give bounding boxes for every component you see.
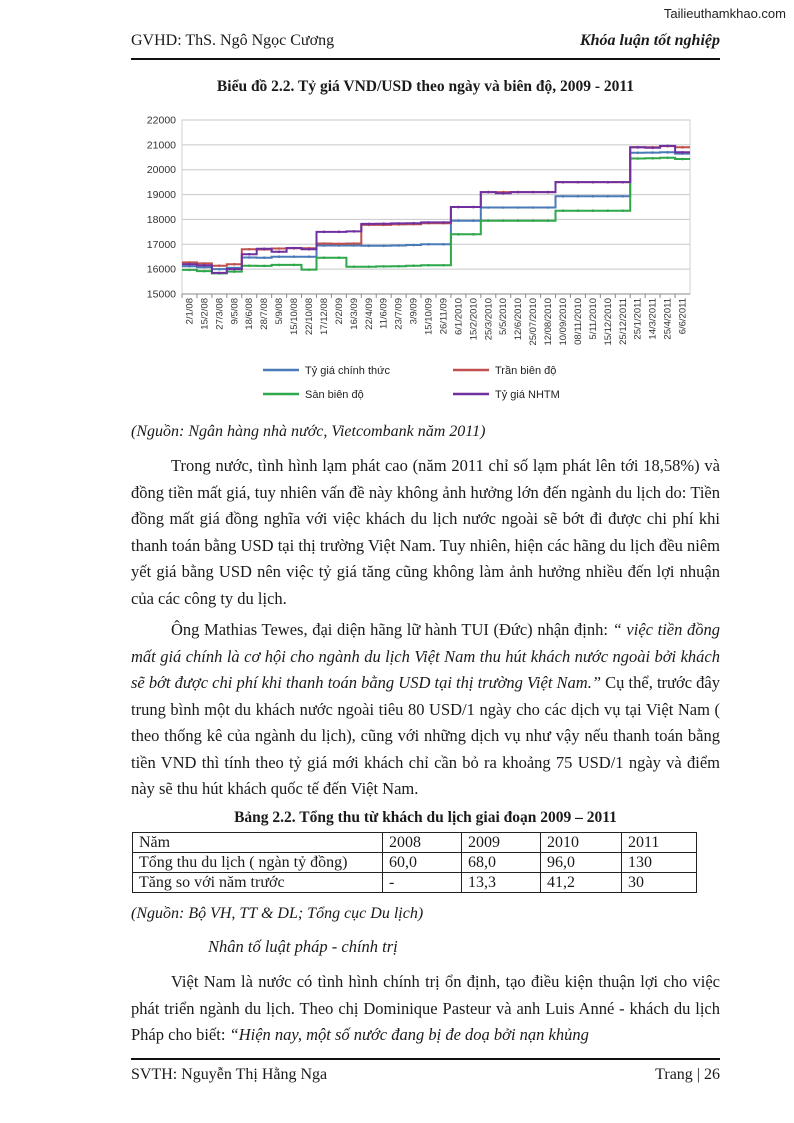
table-cell: 2009 xyxy=(462,833,541,853)
data-point xyxy=(517,219,520,222)
table-cell: 13,3 xyxy=(462,873,541,893)
series-line-3 xyxy=(182,158,690,274)
data-point xyxy=(427,243,430,246)
table-title: Bảng 2.2. Tổng thu từ khách du lịch giai đoạn 2009 – 2011 xyxy=(234,809,617,826)
footer-page-number: Trang | 26 xyxy=(655,1066,720,1083)
data-point xyxy=(636,146,639,149)
x-tick-label: 9/5/08 xyxy=(229,298,241,325)
data-point xyxy=(412,222,415,225)
data-point xyxy=(457,233,460,236)
data-point xyxy=(308,268,311,271)
data-point xyxy=(278,250,281,253)
y-tick-label: 20000 xyxy=(146,164,176,177)
table-cell: - xyxy=(383,873,462,893)
header-doc-type: Khóa luận tốt nghiệp xyxy=(579,32,720,49)
data-point xyxy=(353,230,356,233)
data-point xyxy=(547,206,550,209)
data-point xyxy=(233,263,236,266)
data-point xyxy=(218,272,221,275)
table-cell: 68,0 xyxy=(462,853,541,873)
series-line-2 xyxy=(182,146,690,266)
x-tick-label: 14/3/2011 xyxy=(647,298,659,340)
x-tick-label: 6/6/2011 xyxy=(677,298,689,335)
data-point xyxy=(621,181,624,184)
footer-student: SVTH: Nguyễn Thị Hằng Nga xyxy=(131,1066,328,1083)
data-point xyxy=(532,219,535,222)
data-point xyxy=(487,206,490,209)
data-point xyxy=(397,244,400,247)
data-point xyxy=(308,248,311,251)
watermark: Tailieuthamkhao.com xyxy=(663,6,786,21)
data-point xyxy=(651,157,654,160)
data-point xyxy=(472,206,475,209)
data-point xyxy=(547,191,550,194)
x-tick-label: 28/7/08 xyxy=(259,298,271,330)
page-footer xyxy=(131,1058,720,1083)
data-point xyxy=(592,195,595,198)
x-tick-label: 11/6/09 xyxy=(378,298,390,329)
data-point xyxy=(532,191,535,194)
data-point xyxy=(562,195,565,198)
chart-source: (Nguồn: Ngân hàng nhà nước, Vietcombank năm 2011) xyxy=(131,423,486,440)
x-tick-label: 2/1/08 xyxy=(184,298,196,325)
data-point xyxy=(577,181,580,184)
x-tick-label: 2/2/09 xyxy=(333,298,345,325)
data-point xyxy=(382,222,385,225)
table-cell: Tổng thu du lịch ( ngàn tỷ đồng) xyxy=(133,853,383,873)
x-tick-label: 25/3/2010 xyxy=(483,298,495,341)
data-point xyxy=(547,219,550,222)
data-point xyxy=(517,191,520,194)
data-point xyxy=(248,264,251,267)
x-tick-label: 16/3/09 xyxy=(348,298,360,330)
data-point xyxy=(397,222,400,225)
p2-detail: Cụ thể, trước đây trung bình một du khách nước ngoài tiêu 80 USD/1 ngày cho các dịch vụ tại Việt Nam ( theo thống kê của ngành du lịch), cũng với những dịch vụ như vậy nếu thanh toán bằng tiền VND thì tính theo tỷ giá mới khách chỉ cần bỏ ra khoảng 75 USD/1 ngày và điểm này sẽ thu hút khách quốc tế đến Việt Nam. xyxy=(131,673,720,798)
x-tick-label: 15/2/08 xyxy=(199,298,211,330)
data-point xyxy=(607,195,610,198)
data-point xyxy=(323,256,326,259)
data-point xyxy=(636,157,639,160)
series-line-4 xyxy=(182,146,690,273)
data-point xyxy=(472,219,475,222)
data-point xyxy=(338,231,341,234)
legend-label: Sàn biên độ xyxy=(305,389,364,401)
table-cell: 2008 xyxy=(383,833,462,853)
y-tick-label: 19000 xyxy=(146,189,176,202)
x-tick-label: 18/6/08 xyxy=(244,298,256,330)
data-point xyxy=(353,242,356,245)
x-tick-label: 3/9/09 xyxy=(408,298,420,325)
table-cell: 2011 xyxy=(622,833,697,853)
y-tick-label: 22000 xyxy=(146,114,176,127)
data-point xyxy=(442,264,445,267)
data-point xyxy=(562,209,565,212)
data-point xyxy=(293,264,296,267)
data-point xyxy=(577,195,580,198)
table-cell: 41,2 xyxy=(541,873,622,893)
y-tick-label: 18000 xyxy=(146,213,176,226)
data-point xyxy=(427,221,430,224)
x-tick-label: 6/1/2010 xyxy=(453,298,465,335)
data-point xyxy=(278,255,281,258)
data-point xyxy=(218,264,221,267)
x-tick-label: 25/1/2011 xyxy=(632,298,644,340)
legend-label: Trần biên độ xyxy=(495,365,557,377)
table-source: (Nguồn: Bộ VH, TT & DL; Tổng cục Du lịch) xyxy=(131,905,424,922)
y-tick-label: 17000 xyxy=(146,238,176,251)
tourism-revenue-table xyxy=(132,832,697,893)
page-header xyxy=(131,28,720,60)
x-tick-label: 23/7/09 xyxy=(393,298,405,330)
data-point xyxy=(367,265,370,268)
data-point xyxy=(308,255,311,258)
data-point xyxy=(427,264,430,267)
data-point xyxy=(562,181,565,184)
data-point xyxy=(621,209,624,212)
x-tick-label: 22/10/08 xyxy=(304,298,315,335)
data-point xyxy=(487,191,490,194)
data-point xyxy=(621,195,624,198)
x-tick-label: 15/10/08 xyxy=(289,298,301,335)
data-point xyxy=(442,221,445,224)
table-cell: 130 xyxy=(622,853,697,873)
data-point xyxy=(233,270,236,273)
table-cell: Năm xyxy=(133,833,383,853)
data-point xyxy=(457,219,460,222)
data-point xyxy=(666,145,669,148)
p2-quote: “ việc tiền đồng mất giá chính là cơ hội cho ngành du lịch Việt Nam thu hút khách nước ngoài bởi khách sẽ bớt được chi phí khi thanh toán bằng USD tại thị trường Việt Nam.” xyxy=(131,620,720,692)
data-point xyxy=(382,244,385,247)
data-point xyxy=(338,242,341,245)
x-tick-label: 22/4/09 xyxy=(363,298,375,330)
p3-quote: “Hiện nay, một số nước đang bị đe doạ bởi nạn khủng xyxy=(229,1025,589,1044)
data-point xyxy=(233,268,236,271)
data-point xyxy=(681,158,684,161)
data-point xyxy=(397,265,400,268)
paragraph-inflation: Trong nước, tình hình lạm phát cao (năm 2011 chỉ số lạm phát lên tới 18,58%) và đồng tiền mất giá, tuy nhiên vấn đề này không ảnh hưởng lớn đến ngành du lịch do: Tiền đồng mất giá đồng nghĩa với việc khách du lịch nước ngoài sẽ bớt đi được chi phí khi thanh toán bằng USD tại thị trường Việt Nam. Tuy nhiên, hiện các hãng du lịch đều niêm yết giá bằng USD nên việc tỷ giá tăng cũng không làm ảnh hưởng nhiều đến lợi nhuận của các công ty du lịch. xyxy=(131,456,720,608)
data-point xyxy=(293,255,296,258)
paragraph-mathias-tewes xyxy=(131,617,720,803)
data-point xyxy=(681,146,684,149)
table-cell: 96,0 xyxy=(541,853,622,873)
x-tick-label: 27/3/08 xyxy=(214,298,226,330)
p2-intro: Ông Mathias Tewes, đại diện hãng lữ hành TUI (Đức) nhận định: xyxy=(171,620,613,639)
table-cell: Tăng so với năm trước xyxy=(133,873,383,893)
p3-intro: Việt Nam là nước có tình hình chính trị ổn định, tạo điều kiện thuận lợi cho việc phát triển ngành du lịch. Theo chị Dominique Pasteur và anh Luis Anné - khách du lịch Pháp cho biết: xyxy=(131,972,720,1044)
header-supervisor: GVHD: ThS. Ngô Ngọc Cương xyxy=(131,32,335,49)
exchange-rate-chart xyxy=(118,108,702,413)
x-tick-label: 08/11/2010 xyxy=(572,298,584,345)
x-tick-label: 5/9/08 xyxy=(274,298,286,325)
legend-label: Tỷ giá NHTM xyxy=(495,389,560,401)
data-point xyxy=(323,242,326,245)
data-point xyxy=(203,270,206,273)
data-point xyxy=(263,256,266,259)
data-point xyxy=(293,247,296,250)
data-point xyxy=(472,233,475,236)
data-point xyxy=(607,209,610,212)
data-point xyxy=(412,264,415,267)
x-tick-label: 25/07/2010 xyxy=(528,298,540,346)
table-cell: 60,0 xyxy=(383,853,462,873)
legend-label: Tỷ giá chính thức xyxy=(305,365,391,377)
data-point xyxy=(442,243,445,246)
data-point xyxy=(367,244,370,247)
data-point xyxy=(502,192,505,195)
data-point xyxy=(188,263,191,266)
data-point xyxy=(666,151,669,154)
data-point xyxy=(517,206,520,209)
data-point xyxy=(412,244,415,247)
data-point xyxy=(592,181,595,184)
x-tick-label: 12/6/2010 xyxy=(513,298,525,341)
x-tick-label: 15/12/2010 xyxy=(602,297,614,346)
data-point xyxy=(353,265,356,268)
data-point xyxy=(382,265,385,268)
data-point xyxy=(532,206,535,209)
data-point xyxy=(278,264,281,267)
chart-title: Biểu đồ 2.2. Tỷ giá VND/USD theo ngày và biên độ, 2009 - 2011 xyxy=(216,78,635,95)
data-point xyxy=(651,147,654,150)
y-tick-label: 16000 xyxy=(146,263,176,276)
data-point xyxy=(592,209,595,212)
paragraph-politics xyxy=(131,969,720,1049)
section-heading: Nhân tố luật pháp - chính trị xyxy=(208,937,398,956)
x-tick-label: 10/09/2010 xyxy=(558,298,569,346)
data-point xyxy=(577,209,580,212)
x-tick-label: 15/2/2010 xyxy=(468,298,480,341)
data-point xyxy=(681,151,684,154)
x-tick-label: 5/5/2010 xyxy=(498,298,510,335)
x-tick-label: 25/12/2011 xyxy=(617,298,629,345)
plot-area xyxy=(182,120,690,294)
data-point xyxy=(218,268,221,271)
data-point xyxy=(636,152,639,155)
data-point xyxy=(323,231,326,234)
x-tick-label: 5/11/2010 xyxy=(587,297,599,340)
data-point xyxy=(338,256,341,259)
data-point xyxy=(487,219,490,222)
x-tick-label: 25/4/2011 xyxy=(662,298,674,340)
data-point xyxy=(263,265,266,268)
data-point xyxy=(278,247,281,250)
x-tick-label: 26/11/09 xyxy=(438,298,450,335)
data-point xyxy=(248,253,251,256)
data-point xyxy=(607,181,610,184)
data-point xyxy=(367,223,370,226)
data-point xyxy=(502,206,505,209)
x-tick-label: 15/10/09 xyxy=(423,298,435,335)
table-row xyxy=(133,853,697,873)
data-point xyxy=(248,248,251,251)
table-cell: 30 xyxy=(622,873,697,893)
x-tick-label: 17/12/08 xyxy=(318,298,330,335)
data-point xyxy=(248,256,251,259)
table-header-row xyxy=(133,833,697,853)
table-cell: 2010 xyxy=(541,833,622,853)
x-tick-label: 12/08/2010 xyxy=(543,298,555,346)
data-point xyxy=(651,151,654,154)
table-row xyxy=(133,873,697,893)
data-point xyxy=(188,269,191,272)
data-point xyxy=(457,206,460,209)
y-tick-label: 21000 xyxy=(146,139,176,152)
data-point xyxy=(666,156,669,159)
data-point xyxy=(502,219,505,222)
data-point xyxy=(263,247,266,250)
y-tick-label: 15000 xyxy=(146,288,176,301)
data-point xyxy=(203,264,206,267)
